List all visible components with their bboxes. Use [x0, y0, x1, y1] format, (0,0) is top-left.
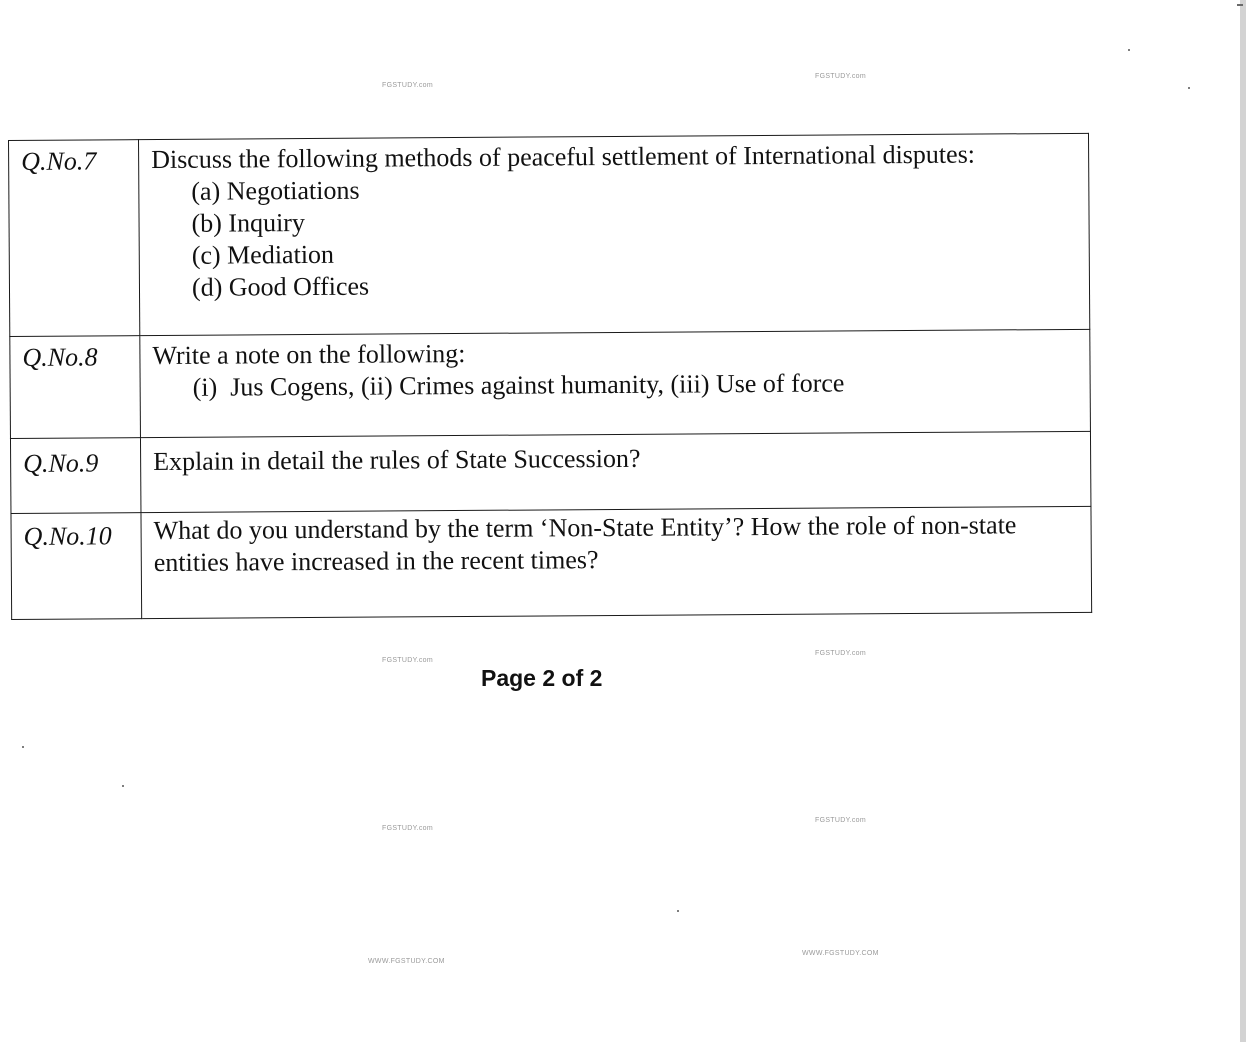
watermark: FGSTUDY.com: [815, 650, 867, 657]
question-body: [140, 329, 1091, 437]
watermark: FGSTUDY.com: [815, 817, 867, 824]
question-subitem: (d) Good Offices: [191, 271, 370, 302]
scan-edge-artifact: [1240, 0, 1246, 1042]
question-number: Q.No.9: [10, 438, 140, 514]
scan-speck: [122, 785, 124, 787]
watermark: FGSTUDY.com: [815, 73, 867, 80]
scan-speck: [677, 910, 679, 912]
watermark: FGSTUDY.com: [382, 657, 434, 664]
question-subitem: (a) Negotiations: [191, 175, 360, 206]
question-subitem: (c) Mediation: [191, 239, 335, 270]
watermark: WWW.FGSTUDY.COM: [368, 958, 445, 965]
scan-speck: [22, 746, 24, 748]
page-number: Page 2 of 2: [481, 665, 603, 691]
watermark: FGSTUDY.com: [382, 82, 434, 89]
question-body: [140, 431, 1090, 512]
watermark: FGSTUDY.com: [382, 825, 434, 832]
scan-edge-mark: [1237, 4, 1243, 6]
question-body: [141, 506, 1092, 618]
question-row-8: [10, 329, 1091, 438]
question-number: Q.No.10: [11, 513, 142, 620]
question-subitem: (b) Inquiry: [191, 208, 306, 238]
question-subitem: (i) Jus Cogens, (ii) Crimes against humanity, (iii) Use of force: [192, 368, 845, 402]
question-number: Q.No.7: [9, 140, 140, 337]
scan-speck: [1188, 87, 1190, 89]
watermark: WWW.FGSTUDY.COM: [802, 950, 879, 957]
question-body: [139, 133, 1090, 335]
question-prompt: Explain in detail the rules of State Succession?: [153, 443, 641, 477]
questions-table: [8, 133, 1092, 620]
question-prompt: What do you understand by the term ‘Non-State Entity’? How the role of non-state entities have increased in the recent times?: [153, 510, 1017, 578]
scan-speck: [1128, 49, 1130, 51]
question-row-10: [11, 506, 1092, 619]
question-number: Q.No.8: [10, 336, 141, 439]
question-prompt: Discuss the following methods of peaceful settlement of International disputes:: [151, 139, 976, 175]
question-row-7: [9, 133, 1090, 336]
question-prompt: Write a note on the following:: [152, 338, 466, 371]
question-row-9: [10, 431, 1090, 513]
